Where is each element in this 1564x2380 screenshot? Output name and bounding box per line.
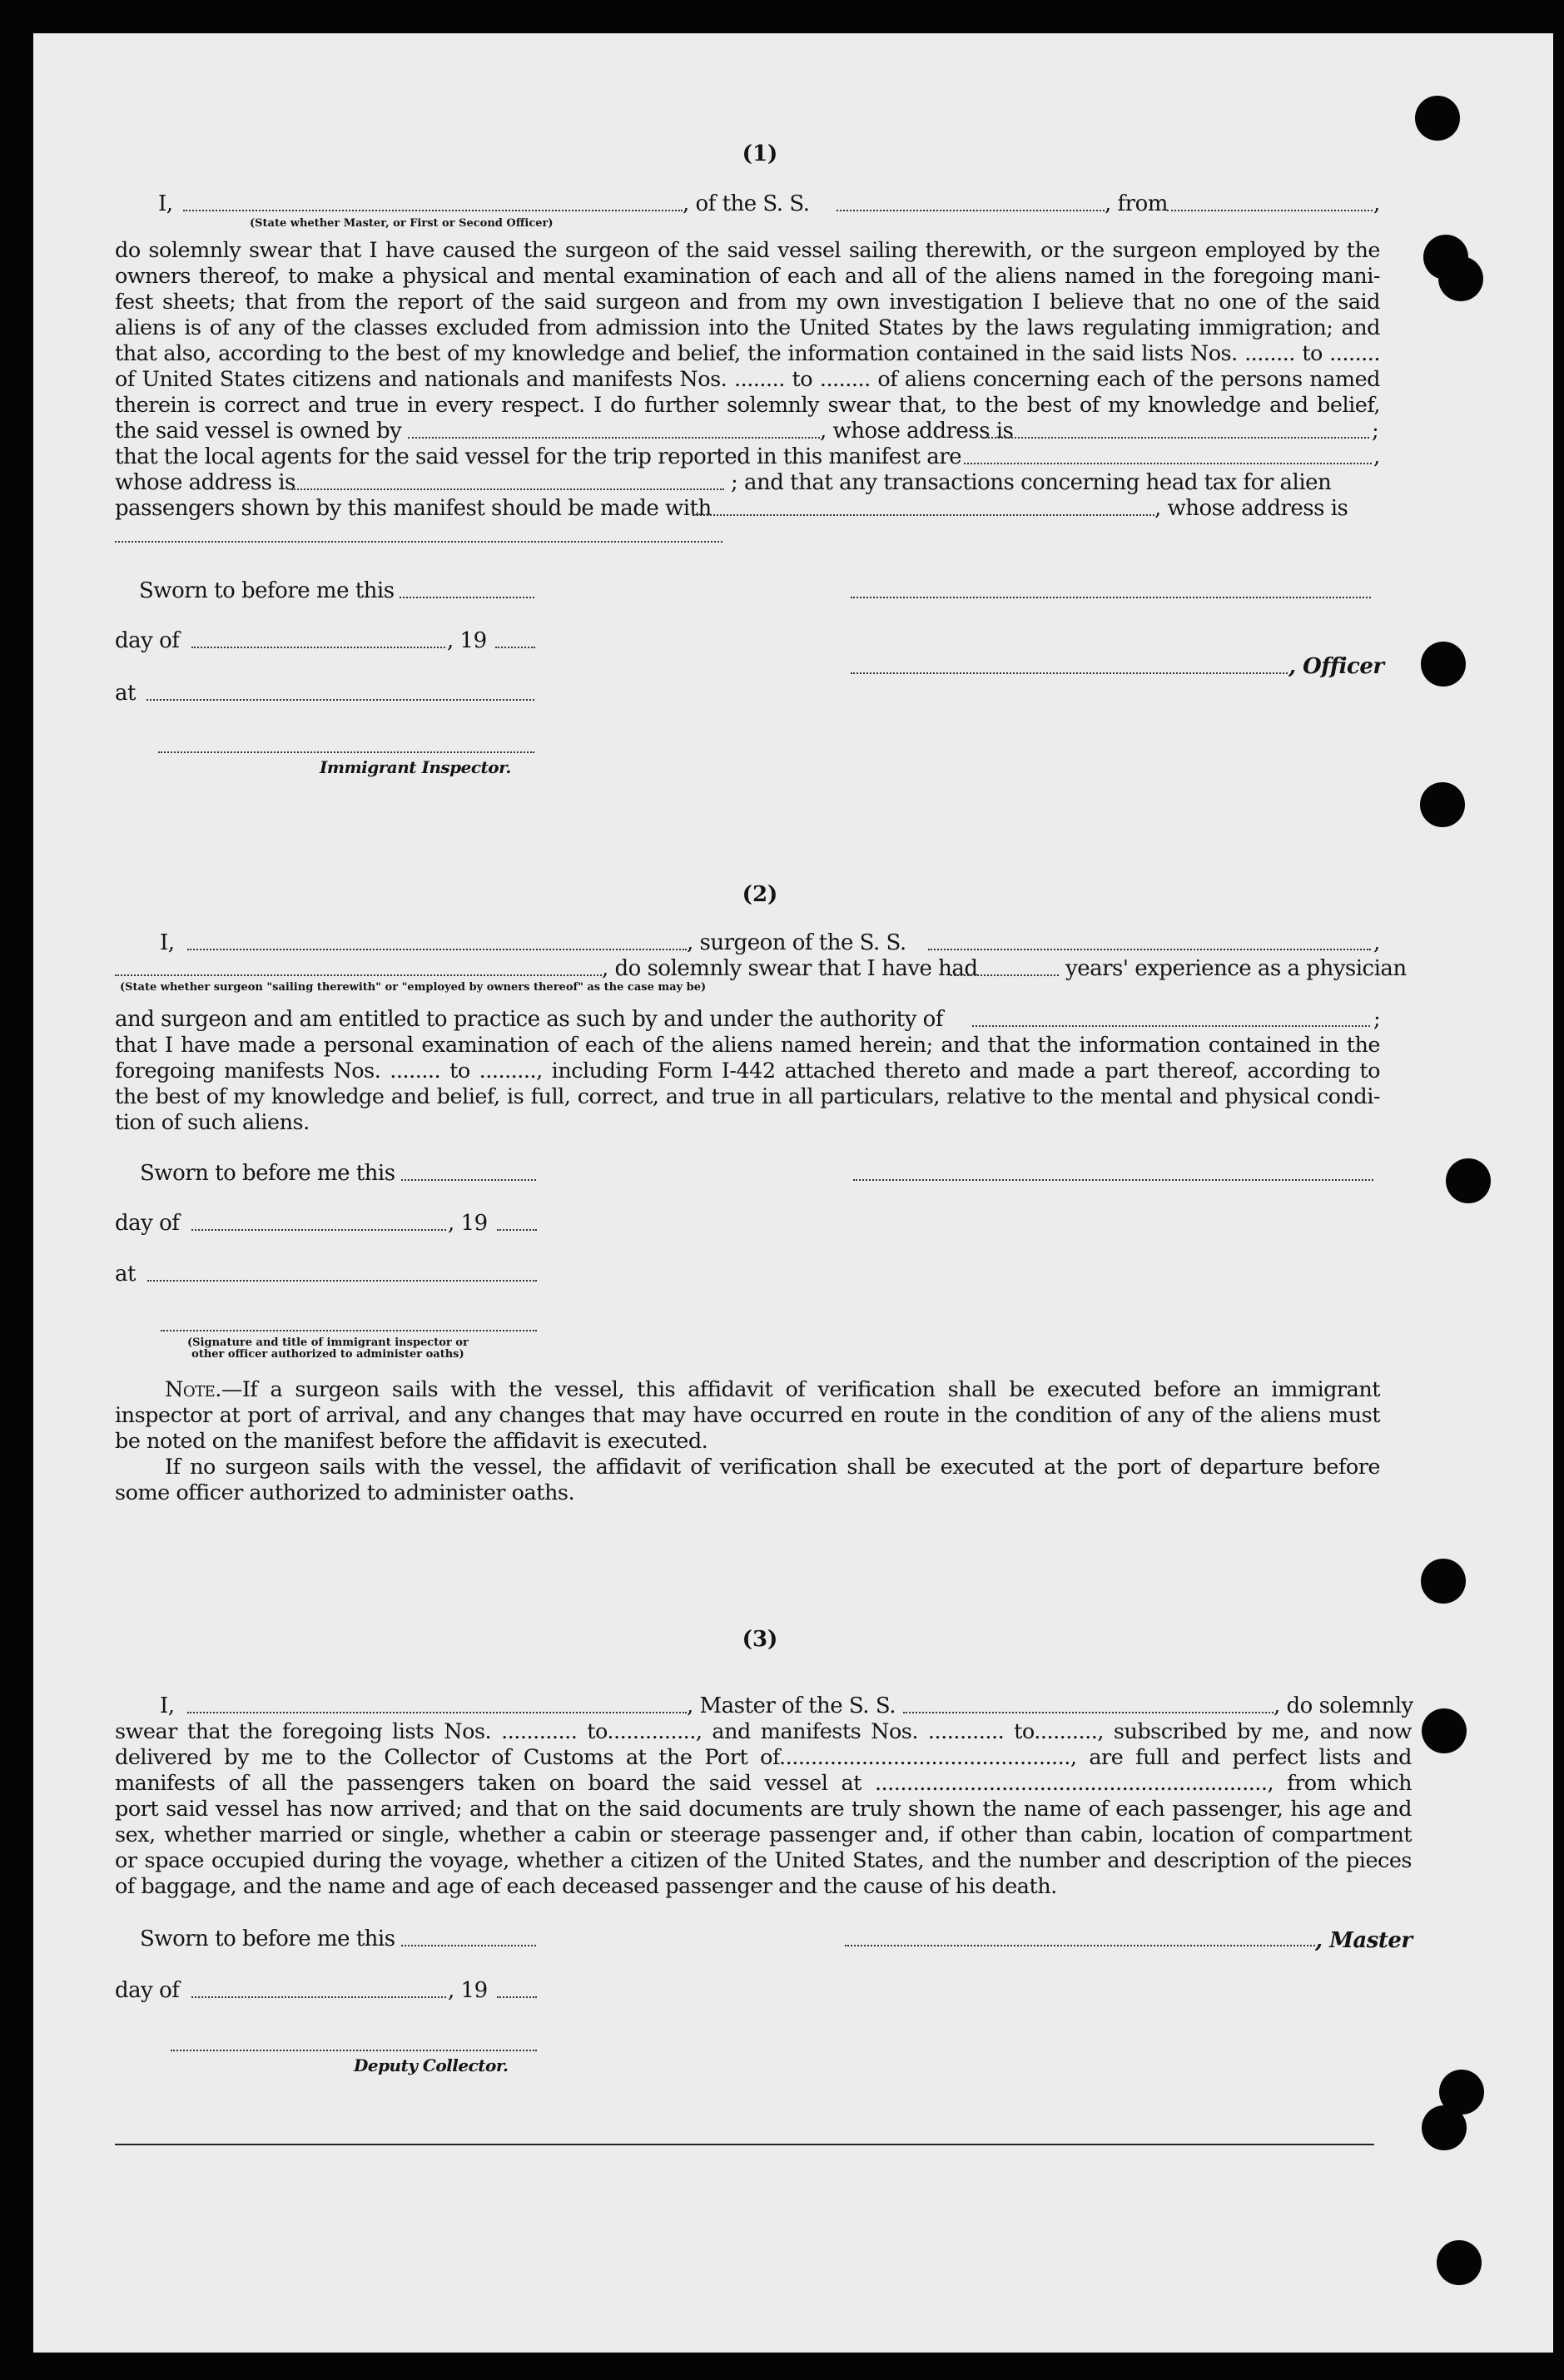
s3-year-field[interactable]: [497, 1996, 537, 1998]
s2-para-line: tion of such aliens.: [115, 1110, 310, 1135]
s1-inspector-label: Immigrant Inspector.: [320, 757, 511, 777]
s3-master-signature-field[interactable]: [845, 1945, 1315, 1946]
s2-i-label: I,: [160, 930, 175, 955]
s2-note-line: be noted on the manifest before the affidavit is executed.: [115, 1429, 708, 1454]
s1-year-label: , 19: [447, 628, 487, 653]
s1-place-field[interactable]: [146, 699, 534, 701]
s1-whose-address-end: , whose address is: [1154, 496, 1348, 521]
s2-inspector-signature-field[interactable]: [161, 1330, 537, 1331]
s2-ship-name-field[interactable]: [928, 949, 1371, 950]
s3-para-line: sex, whether married or single, whether a cabin or steerage passenger and, if other than cabin, location of compartment: [115, 1822, 1412, 1847]
section-2-heading: (2): [742, 882, 778, 907]
s2-at-label: at: [115, 1262, 136, 1287]
s2-surgeon-caption: (State whether surgeon "sailing therewith" or "employed by owners thereof" as the case may be): [120, 981, 707, 994]
s1-i-label: I,: [158, 191, 173, 216]
s1-para-line: owners thereof, to make a physical and mental examination of each and all of the aliens named in the foregoing mani-: [115, 264, 1380, 289]
s1-ship-name-field[interactable]: [837, 210, 1105, 211]
s1-month-field[interactable]: [191, 647, 445, 648]
s1-agent-address-label: whose address is: [115, 470, 295, 495]
s3-para-line: or space occupied during the voyage, whether a citizen of the United States, and the number and description of the pieces: [115, 1848, 1412, 1873]
s1-inspector-signature-field[interactable]: [158, 751, 534, 753]
s2-surgeon-type-field[interactable]: [115, 974, 602, 976]
s3-sworn-label: Sworn to before me this: [140, 1926, 395, 1951]
s2-inspector-caption: (Signature and title of immigrant inspector or other officer authorized to administer oaths): [187, 1336, 469, 1361]
s3-collector-label: Deputy Collector.: [354, 2055, 509, 2075]
s2-authority-label: and surgeon and am entitled to practice as such by and under the authority of: [115, 1007, 943, 1032]
s2-day-of-label: day of: [115, 1211, 180, 1236]
s2-authority-field[interactable]: [972, 1025, 1370, 1027]
s1-comma: ,: [1373, 191, 1380, 216]
s3-para-line: delivered by me to the Collector of Customs at the Port of.............................................., are full and perfect lists and: [115, 1745, 1412, 1770]
binder-hole: [1446, 1158, 1491, 1203]
s3-year-label: , 19: [448, 1978, 488, 2003]
s1-passengers-text: passengers shown by this manifest should be made with: [115, 496, 712, 521]
s3-para-line: of baggage, and the name and age of each deceased passenger and the cause of his death.: [115, 1874, 1057, 1899]
s3-sworn-day-field[interactable]: [401, 1945, 536, 1946]
s2-surgeon-of-ss-label: , surgeon of the S. S.: [687, 930, 906, 955]
s2-signature-field[interactable]: [853, 1179, 1373, 1181]
s1-para-line: do solemnly swear that I have caused the surgeon of the said vessel sailing therewith, or the surgeon employed by the: [115, 238, 1380, 263]
s1-head-tax-party-field[interactable]: [693, 514, 1154, 516]
s1-para-line: aliens is of any of the classes excluded from admission into the United States by the laws regulating immigration; and: [115, 315, 1380, 340]
s1-comma2: ,: [1373, 444, 1380, 469]
s1-whose-address-label: , whose address is: [820, 419, 1014, 444]
binder-hole: [1421, 642, 1466, 687]
s1-sworn-label: Sworn to before me this: [139, 578, 395, 603]
form-page: [33, 33, 1553, 2353]
s3-para-line: port said vessel has now arrived; and that on the said documents are truly shown the name of each passenger, his age and: [115, 1797, 1412, 1822]
s3-para-line: manifests of all the passengers taken on board the said vessel at .............................................................., from which: [115, 1771, 1412, 1796]
binder-hole: [1438, 256, 1483, 301]
s1-signature-line[interactable]: [851, 597, 1371, 598]
s2-year-field[interactable]: [497, 1229, 537, 1231]
s1-agent-address-field[interactable]: [291, 488, 724, 490]
s2-note-text: —If a surgeon sails with the vessel, this affidavit of verification shall be executed before an immigrant: [221, 1377, 1380, 1402]
s2-year-label: , 19: [448, 1211, 488, 1236]
binder-hole: [1422, 2105, 1467, 2150]
s2-oath-paragraph: [115, 1033, 1380, 1136]
s1-officer-rank-field[interactable]: [183, 210, 683, 211]
s1-local-agents-field[interactable]: [964, 463, 1372, 464]
s3-day-of-label: day of: [115, 1978, 180, 2003]
s1-oath-paragraph: [115, 238, 1380, 419]
s2-note2-line: some officer authorized to administer oaths.: [115, 1480, 575, 1505]
s3-i-label: I,: [160, 1693, 175, 1718]
s2-solemnly-swear-label: , do solemnly swear that I have had: [602, 956, 978, 981]
s2-note-label: Note.: [165, 1377, 221, 1402]
s3-do-solemnly-label: , do solemnly: [1274, 1693, 1413, 1718]
s1-head-tax-address-field[interactable]: [115, 541, 722, 543]
s1-semicolon: ;: [1372, 419, 1379, 444]
s3-oath-paragraph: [115, 1719, 1412, 1900]
s2-para-line: foregoing manifests Nos. ........ to ........., including Form I-442 attached thereto and made a part thereof, according to: [115, 1059, 1380, 1083]
s3-master-of-ss-label: , Master of the S. S.: [687, 1693, 896, 1718]
s2-note-line: inspector at port of arrival, and any changes that may have occurred en route in the condition of any of the aliens must: [115, 1403, 1380, 1428]
s1-local-agents-label: that the local agents for the said vessel for the trip reported in this manifest are: [115, 444, 962, 469]
s1-head-tax-text: ; and that any transactions concerning head tax for alien: [731, 470, 1332, 495]
s1-of-ss-label: , of the S. S.: [683, 191, 810, 216]
s1-owner-address-field[interactable]: [982, 437, 1369, 439]
s2-surgeon-name-field[interactable]: [187, 949, 687, 950]
s1-officer-field[interactable]: [851, 672, 1288, 674]
s3-para-line: swear that the foregoing lists Nos. ............ to.............., and manifests Nos. ............ to.........., subscribed by me, and now: [115, 1719, 1412, 1744]
section-3-heading: (3): [742, 1627, 778, 1652]
s1-day-of-label: day of: [115, 628, 180, 653]
s2-note-paragraph: [115, 1377, 1380, 1506]
binder-hole: [1420, 782, 1465, 827]
s2-sworn-label: Sworn to before me this: [140, 1161, 395, 1186]
bottom-rule: [115, 2144, 1374, 2145]
s2-para-line: that I have made a personal examination of each of the aliens named herein; and that the information contained in the: [115, 1033, 1380, 1058]
s2-note2-line: If no surgeon sails with the vessel, the affidavit of verification shall be executed at the port of departure before: [165, 1455, 1380, 1480]
s1-owner-field[interactable]: [408, 437, 820, 439]
s1-para-line: fest sheets; that from the report of the said surgeon and from my own investigation I believe that no one of the said: [115, 290, 1380, 315]
s2-para-line: the best of my knowledge and belief, is full, correct, and true in all particulars, relative to the mental and physical condi-: [115, 1084, 1380, 1109]
s1-sworn-day-field[interactable]: [400, 597, 534, 598]
s1-year-field[interactable]: [495, 647, 535, 648]
s2-month-field[interactable]: [191, 1229, 446, 1231]
s2-place-field[interactable]: [147, 1280, 537, 1282]
s2-years-experience-label: years' experience as a physician: [1065, 956, 1407, 981]
s1-owned-by-label: the said vessel is owned by: [115, 419, 402, 444]
s2-comma: ,: [1373, 930, 1380, 955]
s1-from-field[interactable]: [1167, 210, 1373, 211]
binder-hole: [1437, 2240, 1482, 2285]
s2-semicolon: ;: [1373, 1007, 1381, 1032]
s3-collector-signature-field[interactable]: [171, 2050, 537, 2051]
binder-hole: [1415, 96, 1460, 141]
s1-officer-label: , Officer: [1288, 654, 1384, 679]
s3-month-field[interactable]: [191, 1996, 446, 1998]
s2-years-field[interactable]: [951, 974, 1059, 976]
s3-master-name-field[interactable]: [187, 1712, 687, 1713]
s3-ship-name-field[interactable]: [903, 1712, 1274, 1713]
binder-hole: [1421, 1559, 1466, 1604]
s1-at-label: at: [115, 681, 136, 706]
s1-from-label: , from: [1105, 191, 1168, 216]
s1-rank-caption: (State whether Master, or First or Second Officer): [250, 217, 554, 230]
section-1-heading: (1): [742, 141, 778, 166]
s3-master-label: , Master: [1315, 1928, 1413, 1953]
s2-note-line: [115, 1377, 1380, 1403]
binder-hole: [1422, 1708, 1467, 1753]
s1-para-line: therein is correct and true in every respect. I do further solemnly swear that, to the best of my knowledge and belief,: [115, 393, 1380, 418]
s1-para-line: of United States citizens and nationals and manifests Nos. ........ to ........ of aliens concerning each of the persons named: [115, 367, 1380, 392]
s1-para-line: that also, according to the best of my knowledge and belief, the information contained in the said lists Nos. ........ to ........: [115, 341, 1380, 366]
s2-sworn-day-field[interactable]: [401, 1179, 536, 1181]
